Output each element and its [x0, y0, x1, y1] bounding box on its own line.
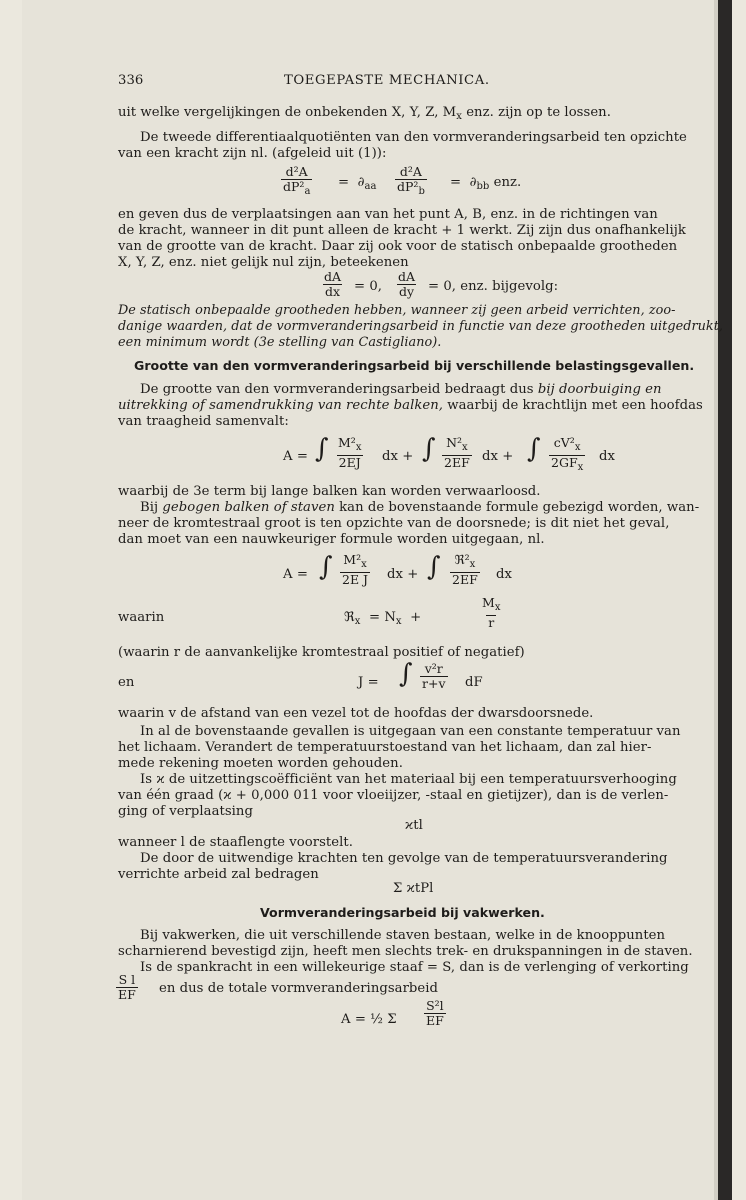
formula-satpl: Σ ϰtPl	[393, 881, 434, 896]
formula-d2a-dpa: $\frac{\text{d²A}}{dP^2_a}$	[283, 164, 311, 197]
formula-mx-over-r: $\frac{M_x}{r}$	[482, 595, 501, 630]
text-line-9: danige waarden, dat de vormveranderingsarbeid in functie van deze grootheden uitgedrukt,	[118, 319, 724, 334]
section-heading-1: Grootte van den vormveranderingsarbeid bij verschillende belastingsgevallen.	[134, 358, 695, 373]
formula-dx-5: dx	[496, 567, 512, 582]
text-line-20: In al de bovenstaande gevallen is uitgegaan van een constante temperatuur van	[140, 724, 681, 739]
formula-dx-1: dx +	[382, 449, 414, 464]
text-line-30: scharnierend bevestigd zijn, heeft men slechts trek- en drukspanningen in de staven.	[118, 944, 693, 959]
integral-sign-6: ∫	[399, 659, 413, 689]
text-line-5: de kracht, wanneer in dit punt alleen de kracht + 1 werkt. Zij zijn dus onafhankelijk	[118, 223, 686, 238]
text-line-4: en geven dus de verplaatsingen aan van het punt A, B, enz. in de richtingen van	[118, 207, 658, 222]
text-line-17: dan moet van een nauwkeuriger formule worden uitgegaan, nl.	[118, 532, 545, 547]
formula-da-dy: $\frac{dA}{dy}$	[398, 269, 416, 299]
page-number: 336	[118, 73, 144, 88]
formula-a-eq-2: A =	[283, 567, 308, 582]
formula-zero-1: = 0,	[354, 279, 383, 294]
text-line-29: Bij vakwerken, die uit verschillende staven bestaan, welke in de knooppunten	[140, 928, 666, 943]
text-line-13: van traagheid samenvalt:	[118, 414, 289, 429]
text-line-11: De grootte van den vormveranderingsarbeid bedraagt dus bij doorbuiging en	[140, 382, 662, 397]
label-en: en	[118, 675, 135, 690]
formula-zero-2: = 0, enz. bijgevolg:	[428, 279, 559, 294]
text-line-19: waarin v de afstand van een vezel tot de hoofdas der dwarsdoorsnede.	[118, 706, 594, 721]
text-line-14: waarbij de 3e term bij lange balken kan worden verwaarloosd.	[118, 484, 541, 499]
formula-a-eq-1: A =	[283, 449, 308, 464]
formula-rx: ℜ$_x$ = $N_x$ +	[344, 610, 422, 627]
formula-sl-ef: $\frac{\text{S l}}{EF}$	[118, 972, 136, 1002]
integral-sign-2: ∫	[422, 434, 436, 464]
formula-a-half-sum: A = ½ Σ	[341, 1012, 397, 1027]
formula-atl: ϰtl	[405, 818, 423, 833]
formula-daa: = $\partial_{aa}$	[338, 175, 377, 192]
formula-term-n: $\frac{N^2_x}{2EF}$	[444, 435, 470, 470]
text-line-15: Bij gebogen balken of staven kan de bovenstaande formule gebezigd worden, wan-	[140, 500, 700, 515]
formula-df: dF	[465, 675, 483, 690]
text-line-32: en dus de totale vormveranderingsarbeid	[159, 981, 439, 996]
label-waarin: waarin	[118, 610, 165, 625]
book-page	[22, 0, 732, 1200]
formula-dx-3: dx	[599, 449, 615, 464]
formula-dx-2: dx +	[482, 449, 514, 464]
section-heading-2: Vormveranderingsarbeid bij vakwerken.	[260, 905, 545, 920]
formula-da-dx: $\frac{dA}{dx}$	[324, 269, 342, 299]
text-line-25: ging of verplaatsing	[118, 804, 253, 819]
text-line-24: van één graad (ϰ + 0,000 011 voor vloeiijzer, -staal en gietijzer), dan is de verlen-	[118, 788, 669, 803]
text-line-18: (waarin r de aanvankelijke kromtestraal positief of negatief)	[118, 645, 525, 660]
formula-s2l-ef: $\frac{\text{S²l}}{EF}$	[426, 998, 444, 1028]
text-line-1: uit welke vergelijkingen de onbekenden X, Y, Z, $M_x$ enz. zijn op te lossen.	[118, 105, 611, 122]
text-line-3: van een kracht zijn nl. (afgeleid uit (1)):	[118, 146, 387, 161]
text-line-16: neer de kromtestraal groot is ten opzichte van de doorsnede; is dit niet het geval,	[118, 516, 670, 531]
formula-dx-4: dx +	[387, 567, 419, 582]
text-line-22: mede rekening moeten worden gehouden.	[118, 756, 403, 771]
text-line-26: wanneer l de staaflengte voorstelt.	[118, 835, 353, 850]
formula-term-r: $ℜ^2_x$ 2EF	[452, 552, 478, 587]
text-line-7: X, Y, Z, enz. niet gelijk nul zijn, beteekenen	[118, 255, 409, 270]
text-line-12: uitrekking of samendrukking van rechte balken, waarbij de krachtlijn met een hoofdas	[118, 398, 703, 413]
text-line-8: De statisch onbepaalde grootheden hebben, wanneer zij geen arbeid verrichten, zoo-	[118, 303, 676, 318]
formula-dbb: = $\partial_{bb}$ enz.	[450, 175, 522, 192]
formula-term-v: $cV^2_x$ $2GF_x$	[551, 435, 584, 473]
text-line-21: het lichaam. Verandert de temperatuurstoestand van het lichaam, dan zal hier-	[118, 740, 652, 755]
text-line-23: Is ϰ de uitzettingscoëfficiënt van het materiaal bij een temperatuursverhooging	[140, 772, 677, 787]
text-line-31: Is de spankracht in een willekeurige staaf = S, dan is de verlenging of verkorting	[140, 960, 689, 975]
integral-sign-5: ∫	[427, 552, 441, 582]
integral-sign-1: ∫	[315, 434, 329, 464]
text-line-6: van de grootte van de kracht. Daar zij ook voor de statisch onbepaalde grootheden	[118, 239, 678, 254]
text-line-2: De tweede differentiaalquotiënten van den vormveranderingsarbeid ten opzichte	[140, 130, 687, 145]
running-title: TOEGEPASTE MECHANICA.	[284, 73, 490, 88]
integral-sign-3: ∫	[527, 434, 541, 464]
book-spine	[718, 0, 732, 1200]
formula-term-m: $\frac{M^2_x}{2EJ}$	[338, 435, 362, 470]
integral-sign-4: ∫	[319, 552, 333, 582]
formula-d2a-dpb: $\frac{\text{d²A}}{dP^2_b}$	[397, 164, 425, 197]
formula-j-frac: $\frac{\text{v²r}}{r+v}$	[422, 661, 446, 691]
formula-term-m-curved: $\frac{M^2_x}{\text{2E J}}$	[342, 552, 369, 587]
text-line-10: een minimum wordt (3e stelling van Castigliano).	[118, 335, 442, 350]
text-line-27: De door de uitwendige krachten ten gevolge van de temperatuursverandering	[140, 851, 668, 866]
text-line-28: verrichte arbeid zal bedragen	[118, 867, 319, 882]
formula-j-eq: J =	[358, 675, 379, 690]
